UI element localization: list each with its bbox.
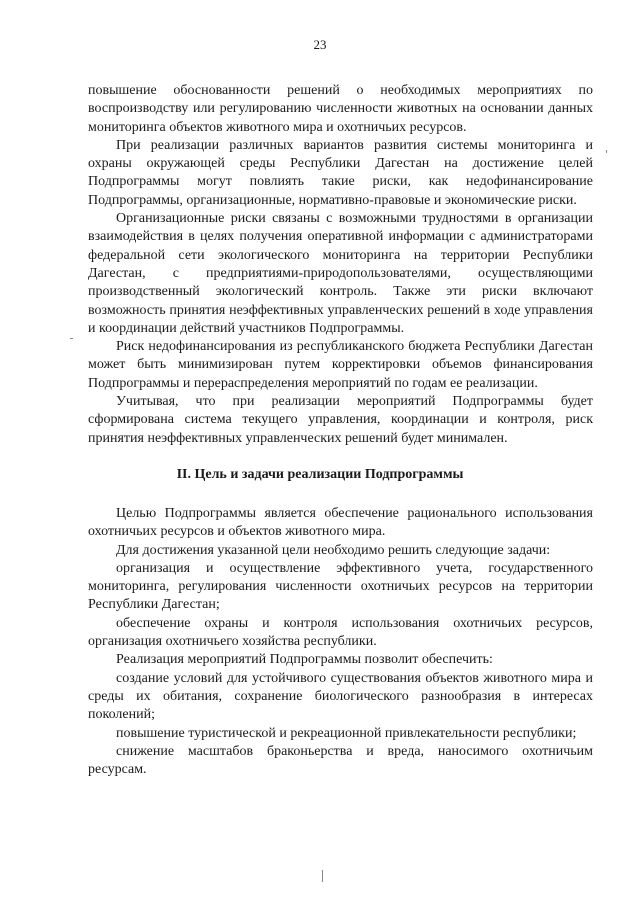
section-heading: II. Цель и задачи реализации Подпрограммы bbox=[176, 467, 464, 482]
paragraph-task-accounting: организация и осуществление эффективного учета, государственного мониторинга, регулирования численности охотничьих ресурсов на территории Республики Дагестан; bbox=[88, 560, 593, 613]
scan-artifact bbox=[606, 150, 607, 153]
paragraph-result-tourism: повышение туристической и рекреационной привлекательности республики; bbox=[116, 725, 577, 741]
risk-section-text bbox=[88, 82, 593, 448]
paragraph-goal: Целью Подпрограммы является обеспечение рационального использования охотничьих ресурсов и объектов животного мира. bbox=[88, 506, 593, 540]
paragraph-tasks-intro: Для достижения указанной цели необходимо решить следующие задачи: bbox=[116, 542, 551, 558]
scan-artifact bbox=[322, 870, 323, 882]
paragraph-organizational-risks: Организационные риски связаны с возможными трудностями в организации взаимодействия в целях получения оперативной информации с администраторами федеральной сети экологического мониторинга на территории Республики Дагестан, с предприятиями-природопользователями, осуществляющими производственный экологический контроль. Также эти риски включают возможность принятия неэффективных управленческих решений в ходе управления и координации действий участников Подпрограммы. bbox=[88, 211, 593, 336]
scan-artifact bbox=[70, 338, 73, 339]
paragraph-results-intro: Реализация мероприятий Подпрограммы позволит обеспечить: bbox=[116, 652, 493, 668]
paragraph-underfunding-risk: Риск недофинансирования из республиканского бюджета Республики Дагестан может быть минимизирован путем корректировки объемов финансирования Подпрограммы и перераспределения мероприятий по годам ее реализации. bbox=[88, 339, 593, 391]
goals-section-text bbox=[88, 505, 593, 779]
paragraph-risks-overview: При реализации различных вариантов развития системы мониторинга и охраны окружающей среды Республики Дагестан на достижение целей Подпрограммы могут повлиять такие риски, как недофинансирование Подпрограммы, организационные, нормативно-правовые и экономические риски. bbox=[88, 137, 593, 208]
paragraph-risk-conclusion: Учитывая, что при реализации мероприятий Подпрограммы будет сформирована система текущего управления, координации и контроля, риск принятия неэффективных управленческих решений будет минимален. bbox=[88, 394, 593, 446]
paragraph-result-biodiversity: создание условий для устойчивого существования объектов животного мира и среды их обитания, сохранение биологического разнообразия в интересах поколений; bbox=[88, 670, 593, 723]
paragraph-monitoring-justification: повышение обоснованности решений о необходимых мероприятиях по воспроизводству или регулированию численности животных на основании данных мониторинга объектов животного мира и охотничьих ресурсов. bbox=[88, 83, 593, 135]
paragraph-task-protection: обеспечение охраны и контроля использования охотничьих ресурсов, организация охотничьего хозяйства республики. bbox=[88, 615, 593, 650]
page-number: 23 bbox=[313, 37, 327, 52]
paragraph-result-poaching: снижение масштабов браконьерства и вреда, наносимого охотничьим ресурсам. bbox=[88, 743, 593, 778]
